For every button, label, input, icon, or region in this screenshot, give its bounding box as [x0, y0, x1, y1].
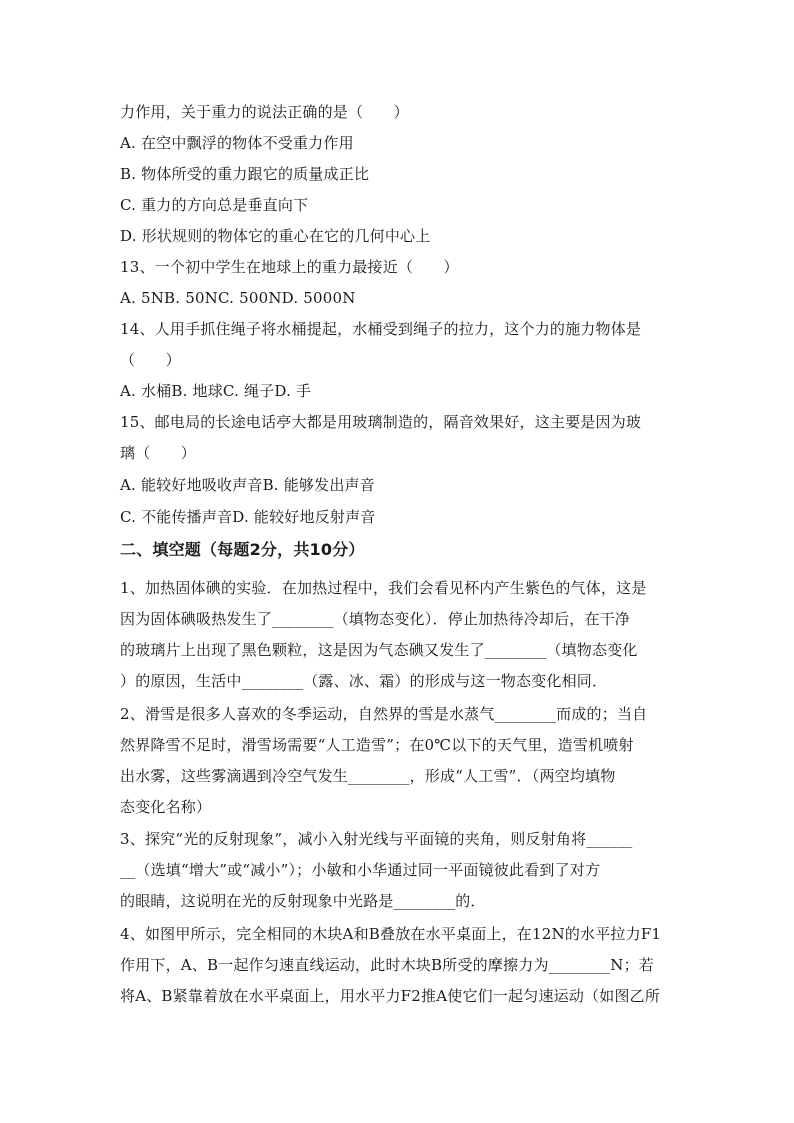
section-heading-fill-in: 二、填空题（每题2分，共10分）: [120, 540, 365, 559]
q14-stem-line1: 14、人用手抓住绳子将水桶提起，水桶受到绳子的拉力，这个力的施力物体是: [120, 320, 642, 338]
fill-q1-line1: 1、加热固体碘的实验．在加热过程中，我们会看见杯内产生紫色的气体，这是: [120, 579, 647, 597]
fill-q3-line2: __（选填“增大”或“减小”）；小敏和小华通过同一平面镜彼此看到了对方: [120, 861, 601, 879]
fill-q3-line3: 的眼睛，这说明在光的反射现象中光路是________的．: [120, 892, 486, 910]
q12-option-d: D. 形状规则的物体它的重心在它的几何中心上: [120, 227, 431, 245]
q15-options-line2: C. 不能传播声音D. 能较好地反射声音: [120, 508, 376, 526]
fill-q4-line3: 将A、B紧靠着放在水平桌面上，用水平力F2推A使它们一起匀速运动（如图乙所: [120, 987, 661, 1005]
q12-option-a: A. 在空中飘浮的物体不受重力作用: [120, 134, 354, 152]
q12-option-b: B. 物体所受的重力跟它的质量成正比: [120, 165, 370, 183]
fill-q2-line4: 态变化名称）: [120, 798, 212, 816]
fill-q1-line2: 因为固体碘吸热发生了________（填物态变化）．停止加热待冷却后，在干净: [120, 610, 631, 628]
fill-q3-line1: 3、探究“光的反射现象”，减小入射光线与平面镜的夹角，则反射角将______: [120, 830, 633, 848]
q12-option-c: C. 重力的方向总是垂直向下: [120, 196, 309, 214]
fill-q2-line3: 出水雾，这些雾滴遇到冷空气发生________，形成“人工雪”．（两空均填物: [120, 767, 616, 785]
q14-stem-line2: （ ）: [120, 351, 181, 369]
q15-stem-line2: 璃（ ）: [120, 444, 197, 462]
fill-q4-line2: 作用下，A、B一起作匀速直线运动，此时木块B所受的摩擦力为________N；若: [120, 956, 655, 974]
q15-stem-line1: 15、邮电局的长途电话亭大都是用玻璃制造的，隔音效果好，这主要是因为玻: [120, 413, 642, 431]
fill-q2-line1: 2、滑雪是很多人喜欢的冬季运动，自然界的雪是水蒸气________而成的；当自: [120, 705, 648, 723]
q13-stem: 13、一个初中学生在地球上的重力最接近（ ）: [120, 258, 459, 276]
fill-q4-line1: 4、如图甲所示，完全相同的木块A和B叠放在水平桌面上，在12N的水平拉力F1: [120, 925, 662, 943]
q15-options-line1: A. 能较好地吸收声音B. 能够发出声音: [120, 476, 375, 494]
fill-q1-line3: 的玻璃片上出现了黑色颗粒，这是因为气态碘又发生了________（填物态变化: [120, 641, 638, 659]
fill-q1-line4: ）的原因，生活中________（露、冰、霜）的形成与这一物态变化相同．: [120, 672, 608, 690]
q13-options: A. 5NB. 50NC. 500ND. 5000N: [120, 289, 356, 307]
q12-stem-continued: 力作用，关于重力的说法正确的是（ ）: [120, 103, 409, 121]
fill-q2-line2: 然界降雪不足时，滑雪场需要“人工造雪”；在0℃以下的天气里，造雪机喷射: [120, 736, 634, 754]
q14-options: A. 水桶B. 地球C. 绳子D. 手: [120, 382, 312, 400]
